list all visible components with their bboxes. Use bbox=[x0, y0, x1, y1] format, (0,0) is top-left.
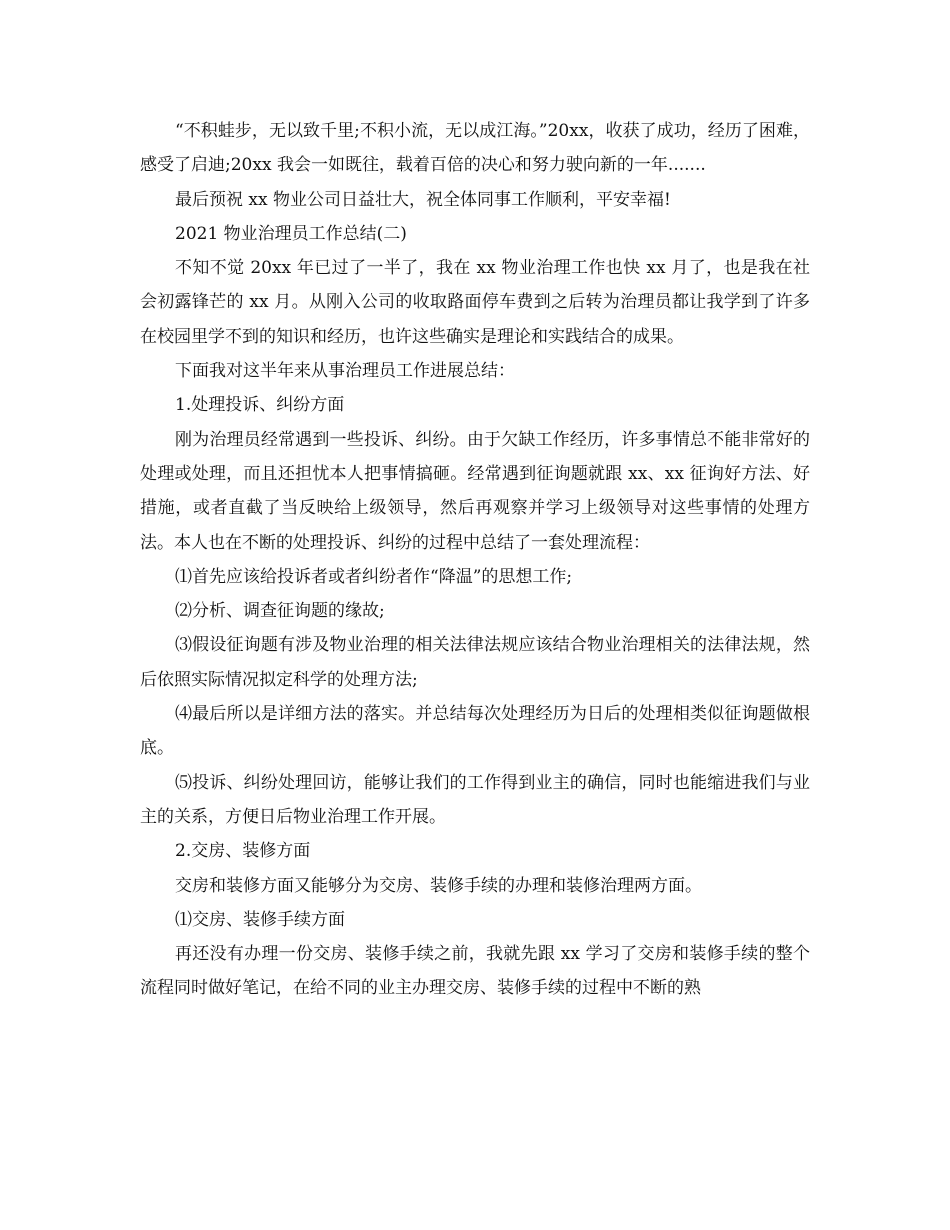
document-body bbox=[140, 114, 810, 1006]
list-item-step-4: ⑷最后所以是详细方法的落实。并总结每次处理经历为日后的处理相类似征询题做根底。 bbox=[140, 704, 810, 759]
subheading-procedures: ⑴交房、装修手续方面 bbox=[175, 909, 345, 930]
paragraph-closing-wishes: 最后预祝 xx 物业公司日益壮大，祝全体同事工作顺利，平安幸福! bbox=[175, 189, 671, 210]
list-item-step-3: ⑶假设征询题有涉及物业治理的相关法律法规应该结合物业治理相关的法律法规，然后依照实际情况拟定科学的处理方法; bbox=[140, 635, 810, 690]
paragraph-opening-quote: “不积蛙步，无以致千里;不积小流，无以成江海。”20xx，收获了成功，经历了困难，感受了启迪;20xx 我会一如既往，载着百倍的决心和努力驶向新的一年....... bbox=[140, 121, 810, 176]
paragraph-procedures: 再还没有办理一份交房、装修手续之前，我就先跟 xx 学习了交房和装修手续的整个流程同时做好笔记，在给不同的业主办理交房、装修手续的过程中不断的熟 bbox=[140, 944, 810, 999]
heading-handover-renovation: 2.交房、装修方面 bbox=[175, 841, 311, 862]
heading-complaints: 1.处理投诉、纠纷方面 bbox=[175, 395, 345, 416]
paragraph-summary-lead: 下面我对这半年来从事治理员工作进展总结： bbox=[175, 361, 515, 382]
list-item-step-2: ⑵分析、调查征询题的缘故; bbox=[175, 601, 385, 622]
paragraph-intro: 不知不觉 20xx 年已过了一半了，我在 xx 物业治理工作也快 xx 月了，也是我在社会初露锋芒的 xx 月。从刚入公司的收取路面停车费到之后转为治理员都让我学到了许多在校园里学不到的知识和经历，也许这些确实是理论和实践结合的成果。 bbox=[140, 258, 810, 347]
section-title: 2021 物业治理员工作总结(二) bbox=[175, 223, 407, 244]
paragraph-handover-overview: 交房和装修方面又能够分为交房、装修手续的办理和装修治理两方面。 bbox=[175, 875, 702, 896]
paragraph-complaints: 刚为治理员经常遇到一些投诉、纠纷。由于欠缺工作经历，许多事情总不能非常好的处理或处理，而且还担忧本人把事情搞砸。经常遇到征询题就跟 xx、xx 征询好方法、好措施，或者直截了当反映给上级领导，然后再观察并学习上级领导对这些事情的处理方法。本人也在不断的处理投诉、纠纷的过程中总结了一套处理流程： bbox=[140, 429, 810, 553]
list-item-step-5: ⑸投诉、纠纷处理回访，能够让我们的工作得到业主的确信，同时也能缩进我们与业主的关系，方便日后物业治理工作开展。 bbox=[140, 772, 810, 827]
list-item-step-1: ⑴首先应该给投诉者或者纠纷者作“降温”的思想工作; bbox=[175, 566, 573, 587]
